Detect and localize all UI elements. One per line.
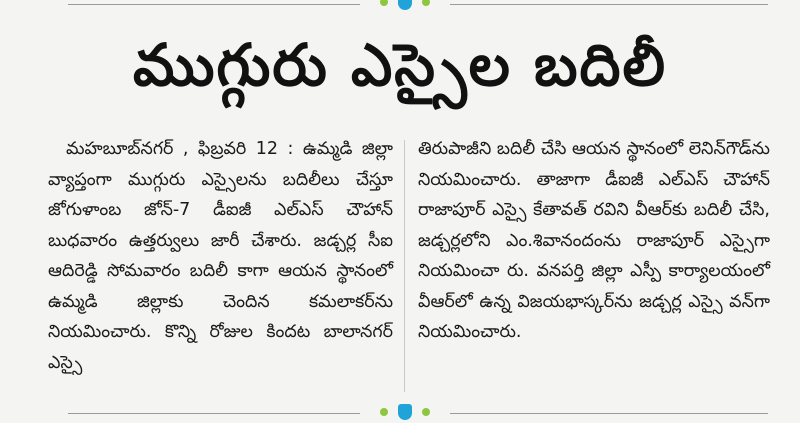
bottom-ornament (360, 404, 450, 420)
article-paragraph: తిరుపాజీని బదిలీ చేసి ఆయన స్థానంలో లెనిన్‌గౌడ్‌ను నియమించారు. తాజాగా డీఐజీ ఎల్ఎస్ చౌహాన్ రాజాపూర్ ఎస్సై కేతావత్ రవిని వీఆర్‌కు బదిలీ చేసి, జడ్చర్లలోని ఎం.శివానందంను రాజాపూర్ ఎస్సైగా నియమించా రు. వనపర్తి జిల్లా ఎస్పీ కార్యాలయంలో వీఆర్‌లో ఉన్న విజయభాస్కర్‌ను జడ్చర్ల ఎస్సై వన్‌గా నియమించారు. (418, 139, 770, 342)
green-dot-icon (422, 0, 430, 6)
article-column-left (48, 134, 393, 378)
article-paragraph: మహబూబ్‌నగర్ , ఫిబ్రవరి 12 : ఉమ్మడి జిల్లా వ్యాప్తంగా ముగ్గురు ఎస్సైలను బదిలీలు చేస్తూ జోగుళాంబ జోన్-7 డీఐజీ ఎల్ఎస్ చౌహాన్ బుధవారం ఉత్తర్వులు జారీ చేశారు. జడ్చర్ల సీఐ ఆదిరెడ్డి సోమవారం బదిలీ కాగా ఆయన స్థానంలో ఉమ్మడి జిల్లాకు చెందిన కమలాకర్‌ను నియమించారు. కొన్ని రోజుల కిందట బాలానగర్ ఎస్సై (48, 139, 393, 373)
green-dot-icon (380, 0, 388, 6)
green-dot-icon (422, 408, 430, 416)
column-divider (404, 140, 405, 392)
article-column-right (418, 134, 770, 348)
green-dot-icon (380, 408, 388, 416)
logo-mark-icon (398, 0, 412, 10)
logo-mark-icon (398, 404, 412, 420)
top-ornament (360, 0, 450, 10)
headline: ముగ్గురు ఎస్సైల బదిలీ (133, 31, 667, 99)
